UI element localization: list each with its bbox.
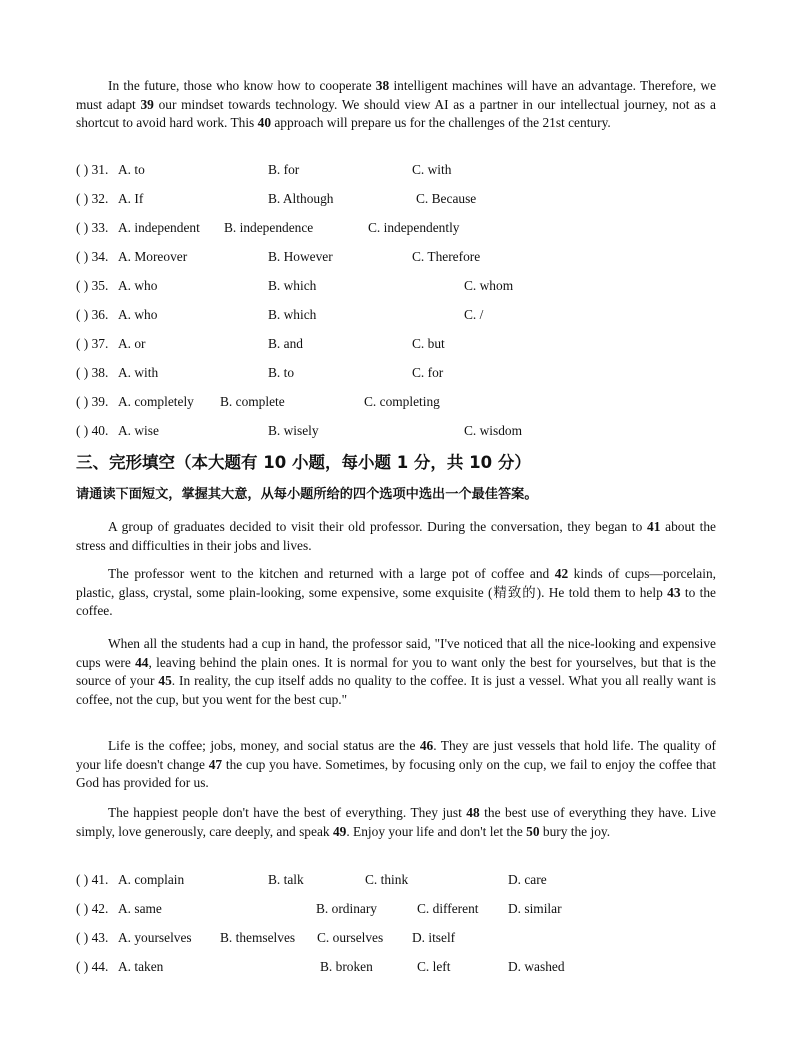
option-a[interactable]: A. wise [118, 423, 159, 438]
question-row [76, 870, 736, 890]
option-a[interactable]: A. complain [118, 872, 185, 887]
blank-number: 38 [375, 78, 390, 93]
option-a[interactable]: A. Moreover [118, 249, 188, 264]
question-number: ( ) 43. [76, 930, 109, 945]
blank-number: 50 [526, 823, 540, 839]
option-b[interactable]: B. which [268, 307, 317, 322]
question-row [76, 218, 736, 238]
option-a[interactable]: A. who [118, 278, 158, 293]
question-number: ( ) 36. [76, 307, 109, 322]
cloze-paragraph-3: When all the students had a cup in hand, the professor said, "I've noticed that all the nice-looking and expensive cups were 44, leaving behind the plain ones. It is normal for you to want only the best for yourselves, but that is the source of your 45. In reality, the cup itself adds no quality to the coffee. It is just a vessel. What you all really want is coffee, not the cup, but you went for the best cup." [76, 636, 716, 707]
question-row [76, 276, 736, 296]
option-a[interactable]: A. taken [118, 959, 164, 974]
question-number: ( ) 41. [76, 872, 109, 887]
option-a[interactable]: A. independent [118, 220, 200, 235]
passage-paragraph: In the future, those who know how to cooperate 38 intelligent machines will have an advantage. Therefore, we must adapt 39 our mindset towards technology. We should view AI as a partner in our intellectual journey, not as a shortcut to avoid hard work. This 40 approach will prepare us for the challenges of the 21st century. [76, 78, 717, 131]
option-a[interactable]: A. If [118, 191, 144, 206]
cloze-paragraph-5: The happiest people don't have the best of everything. They just 48 the best use of everything they have. Live simply, love generously, care deeply, and speak 49. Enjoy your life and don't let the 50 bury the joy. [76, 805, 716, 839]
question-number: ( ) 37. [76, 336, 109, 351]
question-row [76, 160, 736, 180]
option-c[interactable]: C. Therefore [412, 249, 481, 264]
question-number: ( ) 34. [76, 249, 109, 264]
question-number: ( ) 39. [76, 394, 109, 409]
question-row [76, 334, 736, 354]
option-b[interactable]: B. which [268, 278, 317, 293]
blank-number: 46 [419, 738, 434, 753]
question-number: ( ) 33. [76, 220, 109, 235]
option-a[interactable]: A. who [118, 307, 158, 322]
blank-number: 41 [647, 519, 661, 534]
question-row [76, 305, 736, 325]
question-number: ( ) 44. [76, 959, 109, 974]
question-row [76, 899, 736, 919]
option-c[interactable]: C. Because [416, 191, 477, 206]
option-b[interactable]: B. broken [320, 959, 373, 974]
question-row [76, 421, 736, 441]
option-b[interactable]: B. wisely [268, 423, 319, 438]
option-a[interactable]: A. with [118, 365, 159, 380]
question-number: ( ) 31. [76, 162, 109, 177]
question-row [76, 363, 736, 383]
cloze-paragraph-1: A group of graduates decided to visit their old professor. During the conversation, they began to 41 about the stress and difficulties in their jobs and lives. [76, 519, 716, 553]
option-b[interactable]: B. for [268, 162, 300, 177]
question-row [76, 189, 736, 209]
question-number: ( ) 38. [76, 365, 109, 380]
option-c[interactable]: C. but [412, 336, 445, 351]
option-a[interactable]: A. or [118, 336, 146, 351]
question-row [76, 392, 736, 412]
option-c[interactable]: C. left [417, 959, 451, 974]
option-d[interactable]: D. care [508, 872, 547, 887]
blank-number: 47 [208, 756, 223, 772]
section-instruction: 请通读下面短文，掌握其大意，从每小题所给的四个选项中选出一个最佳答案。 [76, 487, 538, 502]
option-c[interactable]: C. with [412, 162, 452, 177]
cloze-paragraph-4: Life is the coffee; jobs, money, and social status are the 46. They are just vessels that hold life. The quality of your life doesn't change 47 the cup you have. Sometimes, by focusing only on the cup, we fail to enjoy the coffee that God has provided for us. [76, 738, 717, 791]
option-c[interactable]: C. completing [364, 394, 440, 409]
option-b[interactable]: B. Although [268, 191, 334, 206]
option-c[interactable]: C. think [365, 872, 409, 887]
option-a[interactable]: A. to [118, 162, 145, 177]
option-c[interactable]: C. wisdom [464, 423, 523, 438]
option-c[interactable]: C. independently [368, 220, 460, 235]
blank-number: 48 [466, 805, 480, 820]
option-c[interactable]: C. for [412, 365, 444, 380]
cloze-paragraph-2: The professor went to the kitchen and returned with a large pot of coffee and 42 kinds of cups—porcelain, plastic, glass, crystal, some plain-looking, some expensive, some exquisite (精致的). He told them to help 43 to the coffee. [76, 566, 716, 619]
option-a[interactable]: A. same [118, 901, 162, 916]
blank-number: 49 [332, 823, 347, 839]
option-c[interactable]: C. / [464, 307, 484, 322]
option-b[interactable]: B. themselves [220, 930, 296, 945]
option-b[interactable]: B. ordinary [316, 901, 377, 916]
option-b[interactable]: B. However [268, 249, 333, 264]
blank-number: 39 [140, 96, 154, 112]
blank-number: 42 [554, 566, 569, 581]
blank-number: 40 [257, 115, 272, 131]
question-number: ( ) 32. [76, 191, 109, 206]
question-row [76, 247, 736, 267]
option-b[interactable]: B. talk [268, 872, 304, 887]
question-row [76, 957, 736, 977]
option-d[interactable]: D. similar [508, 901, 562, 916]
blank-number: 43 [667, 584, 681, 600]
section-heading: 三、完形填空（本大题有 10 小题，每小题 1 分，共 10 分） [76, 453, 531, 472]
option-a[interactable]: A. yourselves [118, 930, 192, 945]
option-d[interactable]: D. itself [412, 930, 456, 945]
option-b[interactable]: B. independence [224, 220, 314, 235]
blank-number: 44 [135, 654, 149, 670]
option-d[interactable]: D. washed [508, 959, 565, 974]
option-b[interactable]: B. and [268, 336, 303, 351]
option-b[interactable]: B. to [268, 365, 295, 380]
question-number: ( ) 35. [76, 278, 109, 293]
option-a[interactable]: A. completely [118, 394, 194, 409]
option-c[interactable]: C. different [417, 901, 479, 916]
question-number: ( ) 40. [76, 423, 109, 438]
option-c[interactable]: C. whom [464, 278, 514, 293]
question-number: ( ) 42. [76, 901, 109, 916]
option-b[interactable]: B. complete [220, 394, 285, 409]
question-row [76, 928, 736, 948]
blank-number: 45 [158, 673, 172, 689]
option-c[interactable]: C. ourselves [317, 930, 384, 945]
